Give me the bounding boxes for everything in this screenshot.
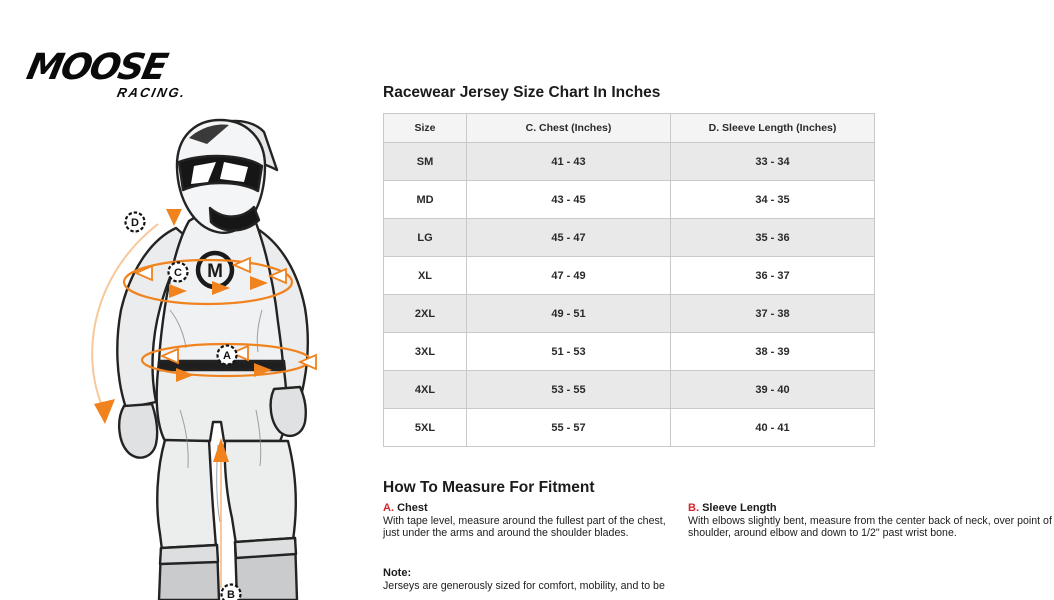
measure-item-label bbox=[383, 502, 678, 514]
moose-racing-logo bbox=[21, 47, 202, 100]
note-label: Note: bbox=[383, 567, 412, 579]
chest-cell: 49 - 51 bbox=[467, 295, 671, 333]
sleeve-end-arrow-icon bbox=[94, 399, 115, 424]
measure-letter-a: A. bbox=[383, 502, 394, 514]
size-cell: 4XL bbox=[384, 371, 467, 409]
table-row bbox=[384, 181, 875, 219]
sleeve-cell: 40 - 41 bbox=[671, 409, 875, 447]
size-chart-table bbox=[383, 113, 875, 447]
chest-logo-letter: M bbox=[207, 261, 223, 282]
marker-b bbox=[222, 585, 241, 600]
measure-label-sleeve: Sleeve Length bbox=[702, 502, 777, 514]
svg-text:D: D bbox=[131, 217, 139, 229]
size-cell: 2XL bbox=[384, 295, 467, 333]
size-cell: SM bbox=[384, 143, 467, 181]
size-cell: MD bbox=[384, 181, 467, 219]
measure-heading: How To Measure For Fitment bbox=[383, 479, 595, 496]
marker-a bbox=[218, 346, 237, 365]
rider-measurement-figure bbox=[58, 110, 350, 600]
chest-cell: 41 - 43 bbox=[467, 143, 671, 181]
sleeve-cell: 37 - 38 bbox=[671, 295, 875, 333]
measure-item-chest bbox=[383, 502, 678, 540]
table-row bbox=[384, 371, 875, 409]
table-row bbox=[384, 143, 875, 181]
note-text: Jerseys are generously sized for comfort, mobility, and to be bbox=[383, 580, 665, 592]
marker-d bbox=[126, 213, 145, 232]
chest-cell: 43 - 45 bbox=[467, 181, 671, 219]
svg-text:C: C bbox=[174, 267, 182, 279]
column-header: C. Chest (Inches) bbox=[467, 114, 671, 143]
column-header: Size bbox=[384, 114, 467, 143]
sleeve-cell: 35 - 36 bbox=[671, 219, 875, 257]
table-row bbox=[384, 257, 875, 295]
note-block bbox=[383, 567, 693, 592]
sleeve-cell: 39 - 40 bbox=[671, 371, 875, 409]
sleeve-cell: 34 - 35 bbox=[671, 181, 875, 219]
chest-cell: 51 - 53 bbox=[467, 333, 671, 371]
size-cell: XL bbox=[384, 257, 467, 295]
svg-text:A: A bbox=[223, 350, 231, 362]
column-header: D. Sleeve Length (Inches) bbox=[671, 114, 875, 143]
logo-word-racing: RACING. bbox=[115, 85, 188, 100]
svg-text:B: B bbox=[227, 589, 235, 600]
table-row bbox=[384, 409, 875, 447]
measure-text-chest: With tape level, measure around the fullest part of the chest, just under the arms and around the shoulder blades. bbox=[383, 515, 666, 540]
size-chart-title: Racewear Jersey Size Chart In Inches bbox=[383, 84, 661, 101]
sleeve-cell: 38 - 39 bbox=[671, 333, 875, 371]
chest-cell: 53 - 55 bbox=[467, 371, 671, 409]
chest-cell: 47 - 49 bbox=[467, 257, 671, 295]
table-row bbox=[384, 333, 875, 371]
table-row bbox=[384, 295, 875, 333]
size-cell: 5XL bbox=[384, 409, 467, 447]
measure-label-chest: Chest bbox=[397, 502, 428, 514]
marker-c bbox=[169, 263, 188, 282]
measure-letter-b: B. bbox=[688, 502, 699, 514]
rider-body bbox=[117, 120, 307, 600]
table-row bbox=[384, 219, 875, 257]
measure-item-sleeve bbox=[688, 502, 1054, 540]
sleeve-cell: 33 - 34 bbox=[671, 143, 875, 181]
measure-item-label bbox=[688, 502, 1054, 514]
chest-cell: 45 - 47 bbox=[467, 219, 671, 257]
table-header-row bbox=[384, 114, 875, 143]
size-cell: LG bbox=[384, 219, 467, 257]
shoulder-arrow-icon bbox=[166, 209, 182, 226]
size-cell: 3XL bbox=[384, 333, 467, 371]
measure-text-sleeve: With elbows slightly bent, measure from the center back of neck, over point of shoulder, around elbow and down to 1/2" past wrist bone. bbox=[688, 515, 1052, 540]
logo-word-moose: MOOSE bbox=[23, 47, 170, 88]
chest-cell: 55 - 57 bbox=[467, 409, 671, 447]
sleeve-cell: 36 - 37 bbox=[671, 257, 875, 295]
